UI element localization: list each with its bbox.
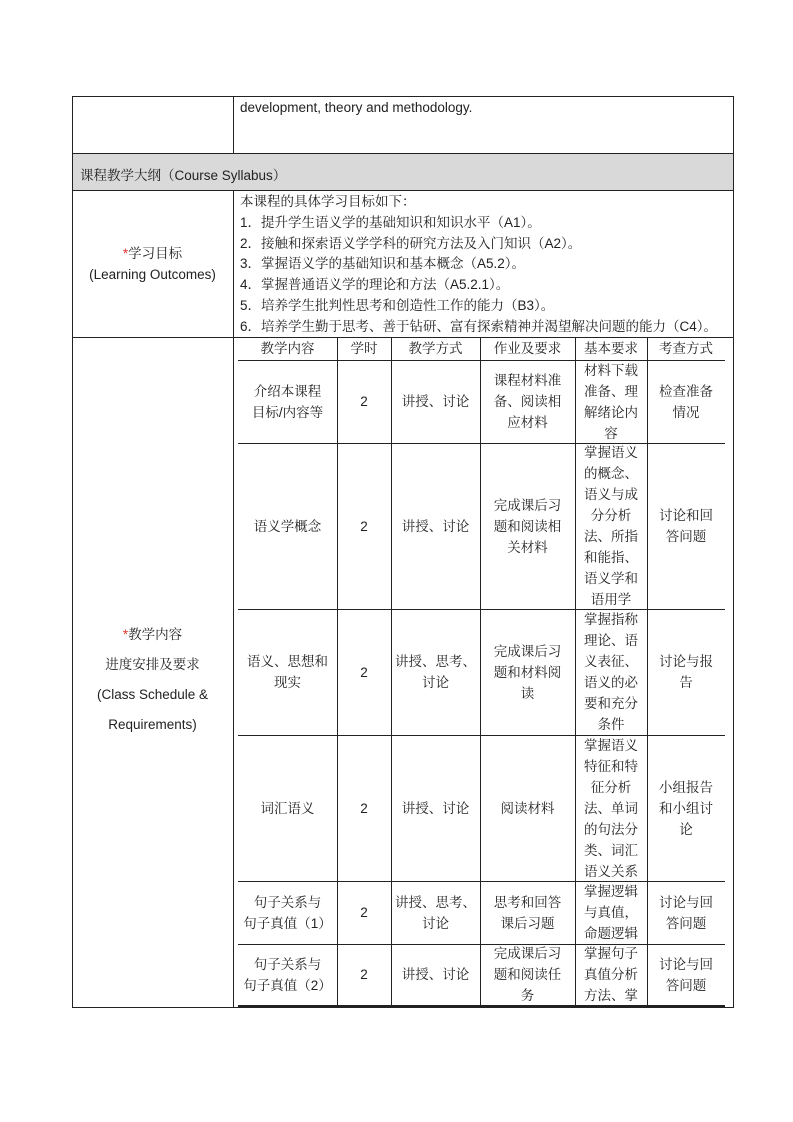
table-cell: 2 xyxy=(360,664,368,680)
column-header: 教学方式 xyxy=(408,341,463,356)
table-cell: 讨论和回 答问题 xyxy=(659,508,713,544)
table-cell: 思考和回答 课后习题 xyxy=(493,894,562,931)
table-cell: 讨论与报 告 xyxy=(659,654,713,690)
table-cell: 阅读材料 xyxy=(500,800,555,816)
learning-outcomes-list: 本课程的具体学习目标如下： 1．提升学生语义学的基础知识和知识水平（A1）。 2．接触和探索语义学学科的研究方法及入门知识（A2）。 3．掌握语义学的基础知识和基本概念（A5.2）。 4．掌握普通语义学的理论和方法（A5.2.1）。 5．培养学生批判性思考和创造性工作的能力（B3）。 6．培养学生勤于思考、善于钻研、富有探索精神并渴望解决问题的能力（C4）。 xyxy=(240,192,717,338)
column-header: 考查方式 xyxy=(659,341,713,356)
table-cell: 完成课后习 题和材料阅 读 xyxy=(493,643,562,701)
table-cell: 讲授、讨论 xyxy=(401,518,470,534)
table-cell: 2 xyxy=(360,905,368,920)
column-header: 学时 xyxy=(350,341,378,356)
table-cell: 掌握语义 特征和特 征分析 法、单词 的句法分 类、词汇 语义关系 xyxy=(584,737,638,879)
table-cell: 讨论与回 答问题 xyxy=(659,956,713,993)
table-cell: 完成课后习 题和阅读任 务 xyxy=(493,946,562,1003)
table-cell: 材料下载 准备、理 解绪论内 容 xyxy=(584,362,638,441)
table-cell: 讲授、讨论 xyxy=(401,967,470,982)
table-cell: 句子关系与 句子真值（2） xyxy=(243,956,332,993)
table-cell: 课程材料准 备、阅读相 应材料 xyxy=(493,373,562,430)
schedule-label: *教学内容 进度安排及要求 (Class Schedule & Requirements) xyxy=(96,627,209,732)
table-cell: 讲授、讨论 xyxy=(401,394,470,409)
table-cell: 完成课后习 题和阅读相 关材料 xyxy=(493,497,562,555)
column-header: 作业及要求 xyxy=(493,341,562,356)
outcome-item: 3．掌握语义学的基础知识和基本概念（A5.2）。 xyxy=(240,256,526,272)
table-cell: 讲授、思考、 讨论 xyxy=(395,654,476,690)
table-cell: 2 xyxy=(360,394,368,409)
table-cell: 词汇语义 xyxy=(260,800,315,816)
column-header: 教学内容 xyxy=(260,341,315,356)
table-cell: 语义、思想和 现实 xyxy=(247,654,328,690)
table-cell: 小组报告 和小组讨 论 xyxy=(659,779,713,837)
table-cell: 掌握指称 理论、语 义表征、 语义的必 要和充分 条件 xyxy=(584,612,638,732)
table-cell: 讲授、讨论 xyxy=(401,800,470,816)
required-asterisk: * xyxy=(122,627,129,642)
outcome-item: 5．培养学生批判性思考和创造性工作的能力（B3）。 xyxy=(240,297,555,313)
syllabus-header: 课程教学大纲（Course Syllabus） xyxy=(80,168,287,183)
row-divider xyxy=(238,1005,725,1007)
table-cell: 讲授、思考、 讨论 xyxy=(395,894,476,931)
learning-outcomes-label: *学习目标 (Learning Outcomes) xyxy=(89,246,216,282)
outcome-item: 2．接触和探索语义学学科的研究方法及入门知识（A2）。 xyxy=(240,235,582,251)
outcome-item: 1．提升学生语义学的基础知识和知识水平（A1）。 xyxy=(240,214,541,230)
table-cell: 句子关系与 句子真值（1） xyxy=(243,894,332,931)
table-cell: 2 xyxy=(360,518,368,534)
table-cell: 检查准备 情况 xyxy=(659,383,713,420)
table-cell: 介绍本课程 目标/内容等 xyxy=(251,383,324,420)
table-cell: 掌握句子 真值分析 方法、掌 xyxy=(584,946,638,1003)
required-asterisk: * xyxy=(122,246,129,261)
outcome-item: 6．培养学生勤于思考、善于钻研、富有探索精神并渴望解决问题的能力（C4）。 xyxy=(240,318,718,334)
table-cell: 讨论与回 答问题 xyxy=(659,894,713,931)
table-cell: 2 xyxy=(360,967,368,982)
outcome-item: 4．掌握普通语义学的理论和方法（A5.2.1）。 xyxy=(240,277,510,293)
table-cell: 掌握逻辑 与真值， 命题逻辑 xyxy=(584,884,638,941)
table-cell: 2 xyxy=(360,800,368,816)
table-cell: 掌握语义 的概念、 语义与成 分分析 法、所指 和能指、 语义学和 语用学 xyxy=(584,445,638,607)
table-cell: 语义学概念 xyxy=(253,518,322,534)
column-header: 基本要求 xyxy=(584,341,638,356)
intro-row-text: development, theory and methodology. xyxy=(240,100,473,115)
